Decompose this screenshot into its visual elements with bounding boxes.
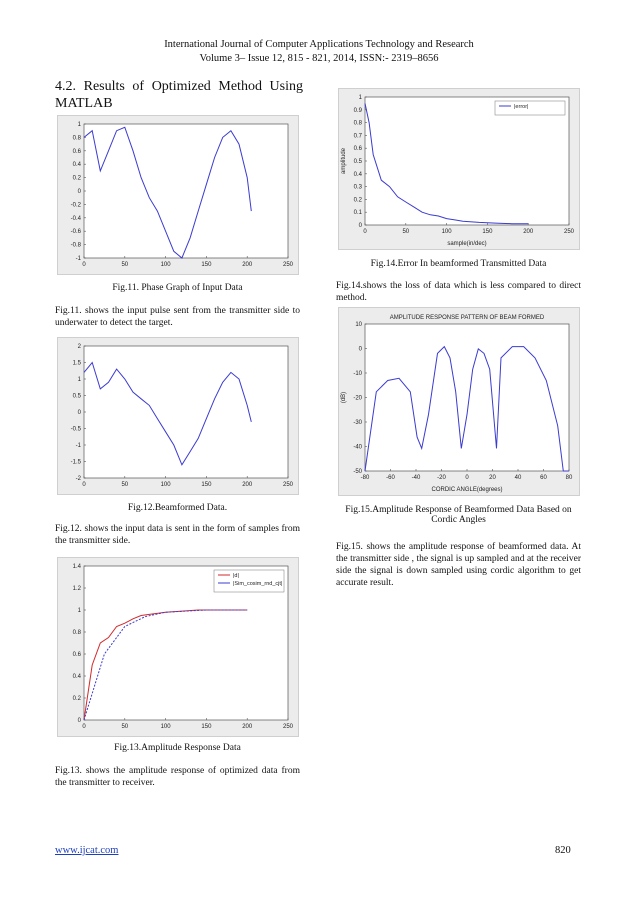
y-tick-label: 0.3	[353, 184, 362, 191]
y-tick-label: -30	[353, 420, 362, 426]
figure-11	[57, 115, 299, 275]
x-tick-label: 40	[514, 475, 522, 481]
y-tick-label: 1.5	[72, 360, 81, 367]
figure-14	[338, 88, 580, 250]
x-tick-label: 200	[242, 262, 253, 268]
chart-title: AMPLITUDE RESPONSE PATTERN OF BEAM FORMED	[389, 315, 545, 321]
x-tick-label: 250	[282, 262, 294, 268]
x-tick-label: -80	[360, 475, 370, 481]
x-tick-label: -60	[386, 475, 395, 481]
x-tick-label: 0	[82, 482, 86, 488]
x-tick-label: 150	[201, 724, 212, 730]
x-tick-label: 150	[482, 229, 493, 235]
y-tick-label: 1	[77, 122, 81, 128]
figure-12	[57, 337, 299, 495]
legend-entry: |d|	[233, 573, 239, 579]
x-tick-label: 250	[282, 482, 294, 488]
x-tick-label: 200	[242, 482, 253, 488]
x-axis-label: sample(in/dec)	[447, 241, 487, 247]
y-tick-label: 0.8	[353, 120, 362, 127]
y-tick-label: 0.7	[353, 133, 362, 140]
fig13-caption: Fig.13.Amplitude Response Data	[114, 743, 241, 753]
y-tick-label: 1	[358, 95, 362, 101]
y-tick-label: -0.6	[70, 229, 81, 236]
y-tick-label: 0.8	[72, 630, 81, 636]
fig15-caption	[336, 505, 581, 525]
section-title: 4.2. Results of Optimized Method Using MATLAB	[55, 79, 303, 111]
fig14-text: Fig.14.shows the loss of data which is less compared to direct method.	[336, 281, 581, 303]
figure-15	[338, 307, 580, 496]
x-tick-label: 20	[489, 475, 496, 481]
x-tick-label: 0	[82, 724, 86, 730]
y-tick-label: -20	[353, 395, 362, 402]
y-tick-label: -10	[353, 371, 362, 377]
y-tick-label: -1.5	[70, 459, 81, 466]
x-tick-label: 150	[201, 262, 212, 268]
y-tick-label: 0.5	[353, 159, 362, 165]
x-tick-label: 100	[441, 229, 452, 235]
page-number: 820	[555, 845, 571, 856]
fig15-text: Fig.15. shows the amplitude response of beamformed data. At the transmitter side , the signal is up sampled and at the receiver side the signal is down sampled using cordic algorithm to get accurate result.	[336, 542, 581, 588]
fig14-caption: Fig.14.Error In beamformed Transmitted Data	[370, 259, 547, 269]
y-tick-label: 0.2	[72, 175, 81, 182]
figure-13	[57, 557, 299, 737]
x-tick-label: 200	[242, 724, 253, 730]
fig13-chart	[58, 558, 298, 736]
fig15-chart	[339, 308, 579, 495]
y-tick-label: 0.4	[72, 162, 81, 169]
y-tick-label: 0.1	[353, 210, 362, 217]
y-tick-label: 0	[77, 718, 81, 724]
y-tick-label: -1	[75, 256, 81, 262]
y-tick-label: 0.5	[72, 393, 81, 400]
y-tick-label: 1	[77, 377, 81, 383]
x-tick-label: 100	[160, 724, 171, 730]
y-tick-label: 2	[77, 344, 81, 350]
x-tick-label: 0	[363, 229, 367, 235]
y-tick-label: 0.8	[72, 135, 81, 142]
y-tick-label: 0.6	[72, 148, 81, 155]
y-axis-label: amplitude	[341, 147, 347, 175]
y-tick-label: 0.6	[353, 146, 362, 153]
fig11-chart	[58, 116, 298, 274]
x-tick-label: 0	[465, 475, 469, 481]
footer-url[interactable]: www.ijcat.com	[55, 845, 119, 856]
y-tick-label: 0.9	[353, 107, 362, 114]
x-axis-label: CORDIC ANGLE(degrees)	[431, 487, 503, 493]
plot-area	[365, 324, 569, 471]
fig12-chart	[58, 338, 298, 494]
y-tick-label: -40	[353, 444, 362, 451]
x-tick-label: 80	[565, 475, 573, 481]
x-tick-label: 200	[523, 229, 534, 235]
plot-area	[84, 124, 288, 258]
y-tick-label: 0.2	[72, 696, 81, 702]
x-tick-label: 250	[563, 229, 575, 235]
legend-entry: |Sim_cosim_rnd_cjt|	[233, 581, 283, 587]
y-tick-label: 0.2	[353, 197, 362, 204]
fig12-caption: Fig.12.Beamformed Data.	[127, 503, 228, 513]
y-tick-label: 1.4	[72, 564, 81, 570]
journal-volume: Volume 3– Issue 12, 815 - 821, 2014, ISSN:- 2319–8656	[199, 53, 439, 64]
journal-title: International Journal of Computer Applications Technology and Research	[164, 39, 474, 50]
y-tick-label: 1.2	[72, 586, 81, 592]
fig12-text: Fig.12. shows the input data is sent in the form of samples from the transmitter side.	[55, 524, 300, 546]
y-tick-label: -0.5	[70, 426, 81, 433]
y-tick-label: -0.4	[70, 215, 81, 222]
x-tick-label: 0	[82, 262, 86, 268]
fig11-caption: Fig.11. Phase Graph of Input Data	[112, 283, 243, 293]
y-tick-label: 0.4	[72, 674, 81, 680]
y-tick-label: 0	[77, 189, 81, 195]
y-tick-label: 0	[358, 346, 362, 353]
legend-box	[495, 101, 565, 115]
x-tick-label: -40	[411, 475, 421, 481]
x-tick-label: 50	[402, 229, 410, 235]
y-axis-label: (dB)	[341, 391, 347, 404]
y-tick-label: -50	[353, 469, 362, 475]
x-tick-label: 250	[282, 724, 294, 730]
fig13-text: Fig.13. shows the amplitude response of optimized data from the transmitter to receiver.	[55, 766, 300, 788]
y-tick-label: 0.6	[72, 652, 81, 658]
y-tick-label: -0.2	[70, 202, 81, 209]
x-tick-label: 150	[201, 482, 212, 488]
y-tick-label: 1	[77, 608, 81, 614]
y-tick-label: 0.4	[353, 171, 362, 178]
y-tick-label: -0.8	[70, 242, 81, 249]
legend-entry: |error|	[514, 104, 529, 110]
x-tick-label: 100	[160, 262, 171, 268]
fig15-caption-line2: Cordic Angles	[431, 515, 486, 525]
x-tick-label: 50	[121, 262, 129, 268]
y-tick-label: -2	[75, 476, 81, 482]
plot-area	[365, 97, 569, 225]
x-tick-label: 50	[121, 724, 129, 730]
x-tick-label: 60	[540, 475, 547, 481]
x-tick-label: 50	[121, 482, 129, 488]
y-tick-label: -1	[75, 443, 81, 449]
y-tick-label: 0	[358, 223, 362, 229]
y-tick-label: 10	[355, 322, 362, 328]
y-tick-label: 0	[77, 410, 81, 416]
fig15-caption-line1: Fig.15.Amplitude Response of Beamformed Data Based on	[345, 505, 572, 515]
x-tick-label: 100	[160, 482, 171, 488]
x-tick-label: -20	[437, 475, 446, 481]
fig14-chart	[339, 89, 579, 249]
fig11-text: Fig.11. shows the input pulse sent from the transmitter side to underwater to detect the target.	[55, 306, 300, 328]
